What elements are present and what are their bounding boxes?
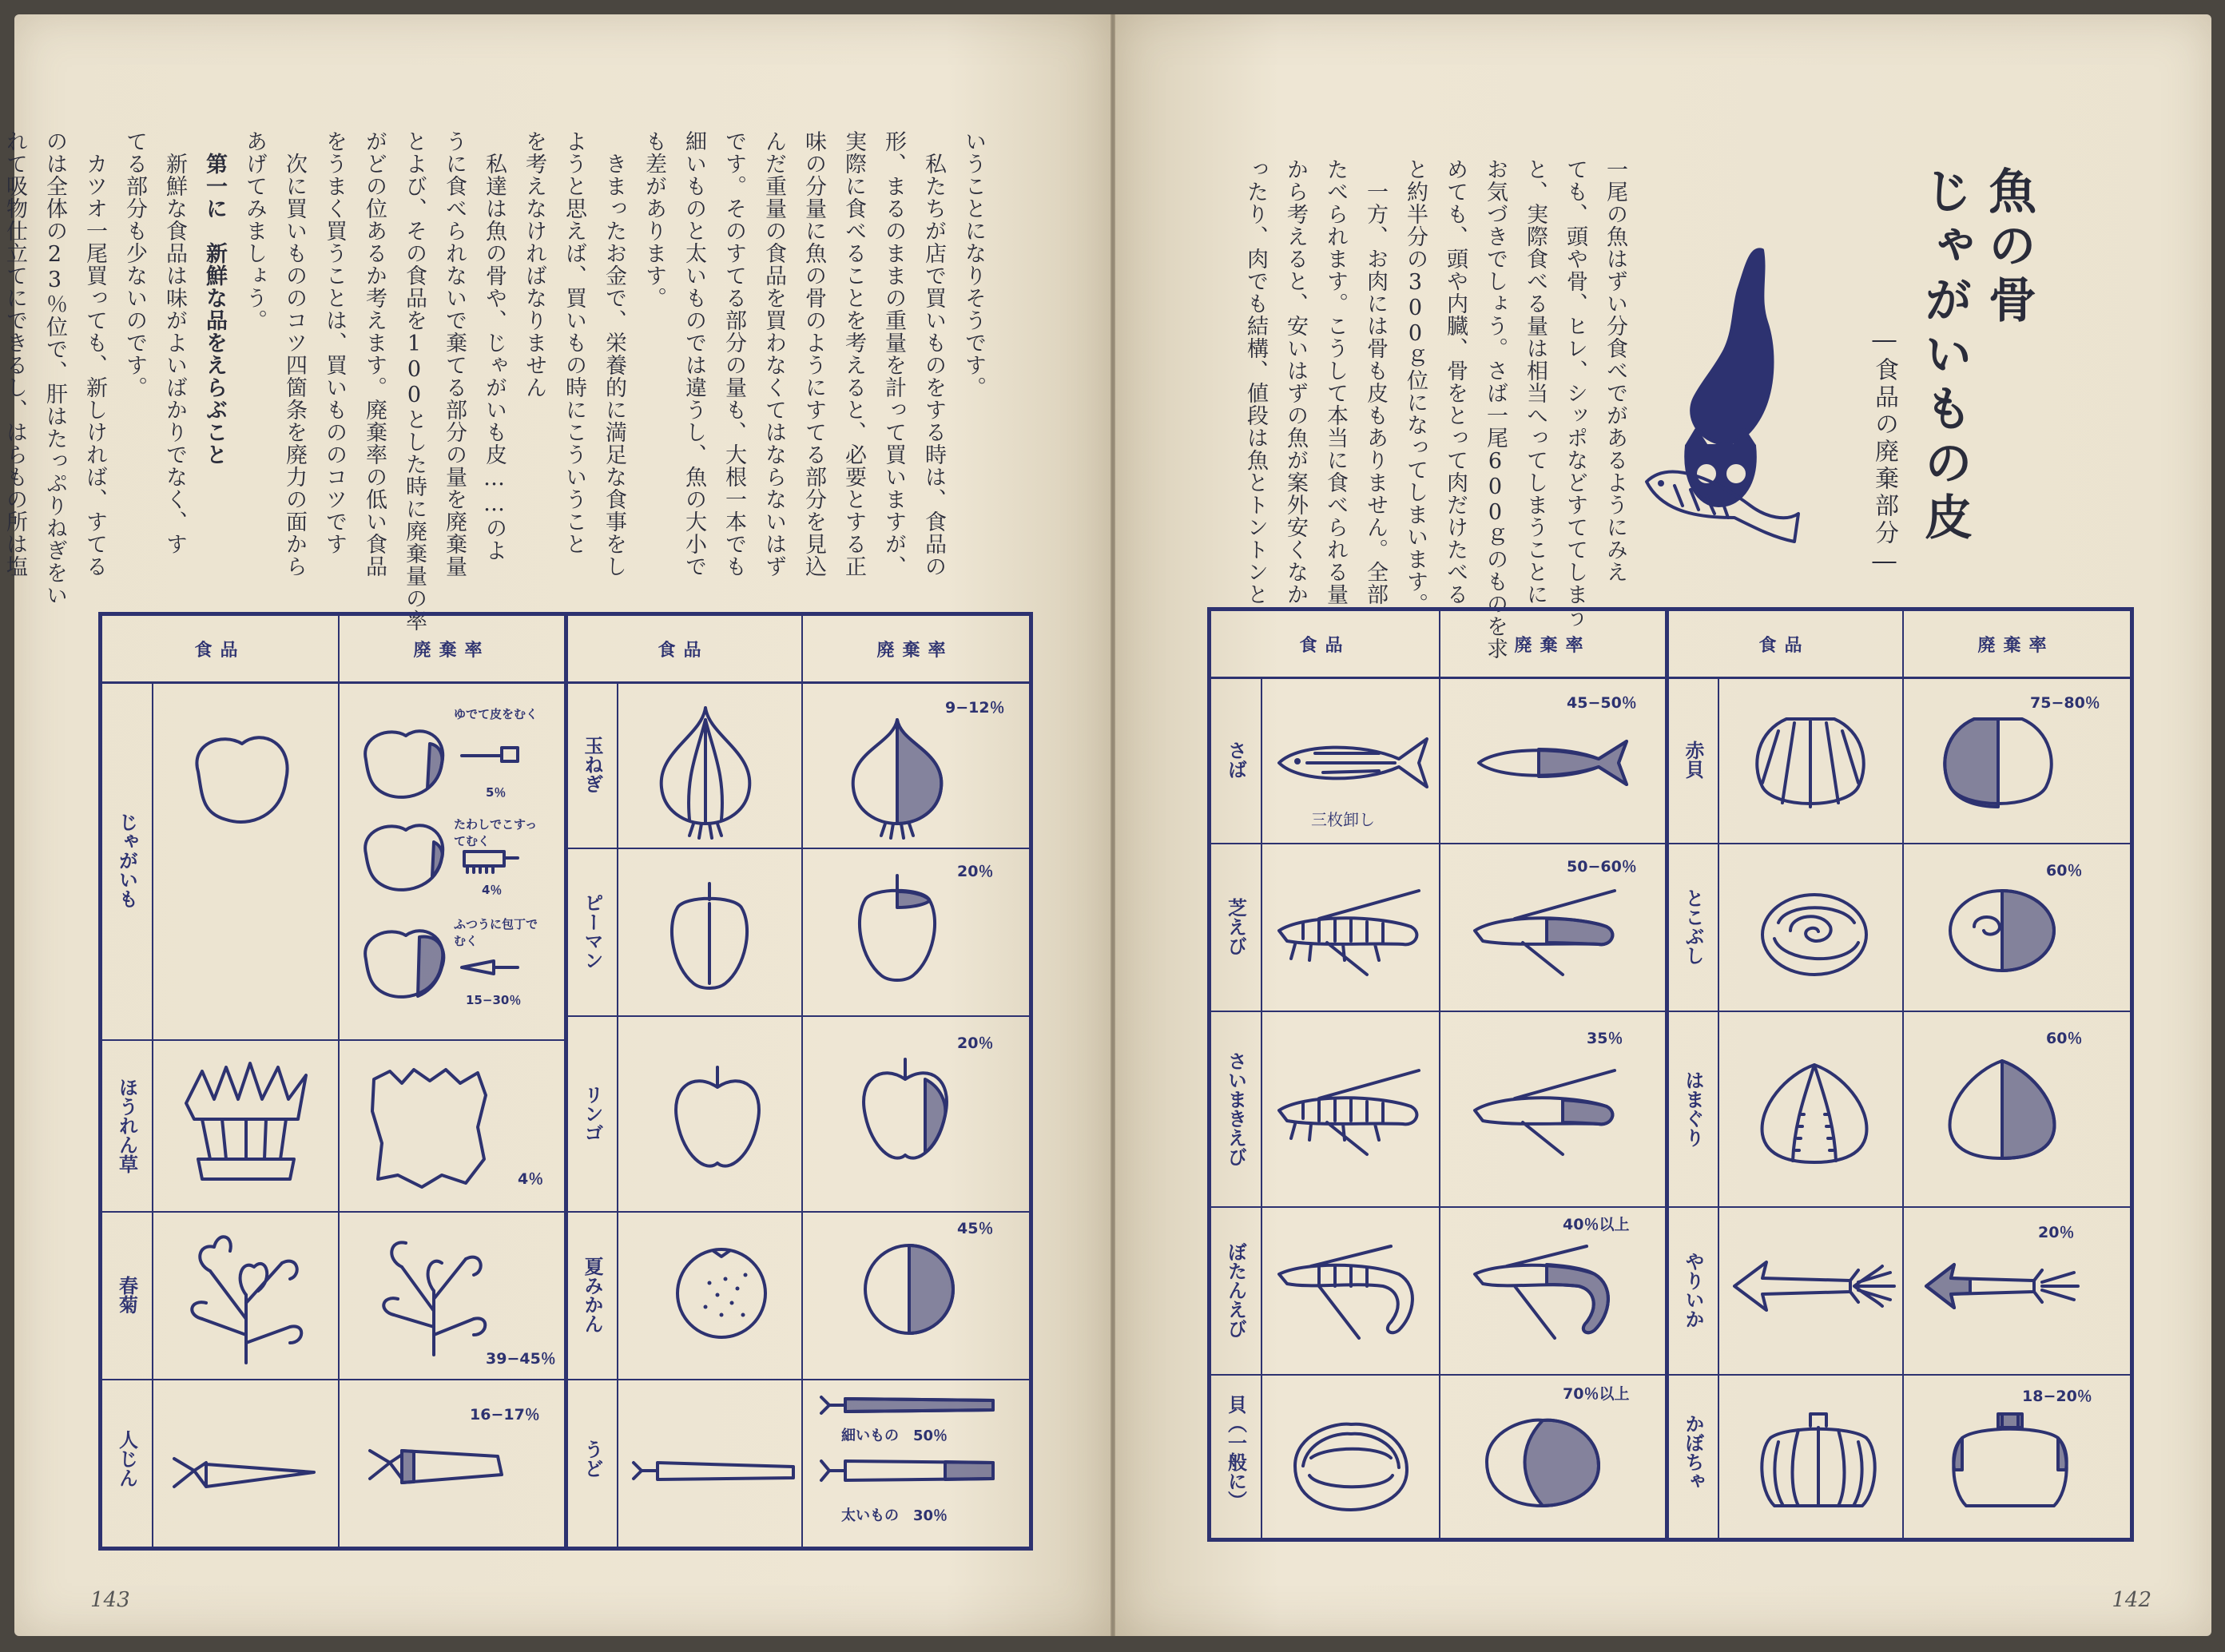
mackerel-icon xyxy=(1275,731,1435,795)
udo-icon xyxy=(817,1391,1001,1420)
squid-icon xyxy=(1922,1250,2082,1322)
text-column: のは全体の23％位で、肝はたっぷりねぎをい xyxy=(42,130,67,606)
table-header: 食品 xyxy=(1667,611,1902,679)
text-column: んだ重量の食品を買わなくてはならないはず xyxy=(761,130,786,578)
right-page xyxy=(1115,14,2211,1636)
waste-rate: 35％ xyxy=(1587,1030,1623,1047)
cooking-note: ゆでて皮をむく xyxy=(454,707,538,721)
waste-rate: 5％ xyxy=(486,785,507,800)
food-name: じゃがいも xyxy=(115,812,138,908)
left-page xyxy=(2,14,1111,1636)
article-title: 魚の骨 xyxy=(1981,166,2036,329)
food-name: さいまきえび xyxy=(1224,1050,1247,1166)
potato-icon xyxy=(354,720,458,808)
pepper-icon xyxy=(662,880,757,991)
hard-clam-icon xyxy=(1754,1058,1874,1170)
text-column: 形、まるのままの重量を計って買いますが、 xyxy=(881,130,906,578)
orange-icon xyxy=(857,1235,961,1339)
text-column: 一尾の魚はずい分食べでがあるようにみえ xyxy=(1603,158,1627,583)
table-header: 廃棄率 xyxy=(338,616,566,684)
waste-rate: 20％ xyxy=(957,863,994,880)
text-column: 一方、お肉には骨も皮もありません。全部 xyxy=(1363,158,1388,606)
apple-icon xyxy=(669,1063,765,1175)
udo-icon xyxy=(630,1451,801,1491)
clam-icon xyxy=(1479,1414,1607,1510)
text-column-heading: 第一に 新鮮な品をえらぶこと xyxy=(202,130,227,466)
waste-rate: 9−12％ xyxy=(945,699,1005,717)
potato-icon xyxy=(182,724,302,836)
knife-icon xyxy=(458,951,522,983)
ark-clam-icon xyxy=(1750,707,1870,819)
text-column: 新鮮な食品は味がよいばかりでなく、す xyxy=(162,130,187,555)
text-column: いうことになりそうです。 xyxy=(961,130,986,399)
page-number: 143 xyxy=(90,1588,130,1612)
text-column: 味の分量に魚の骨のようにすてる部分を見込 xyxy=(801,130,826,578)
peeler-icon xyxy=(458,736,522,768)
text-column: と、実際食べる量は相当へってしまうことに xyxy=(1523,158,1548,606)
food-name: 春菊 xyxy=(115,1276,138,1314)
text-column: ても、頭や骨、ヒレ、シッポなどすててしまう xyxy=(1563,158,1587,628)
waste-rate: 太いもの 30％ xyxy=(841,1507,948,1524)
food-name: かぼちゃ xyxy=(1682,1413,1704,1491)
chrysanthemum-icon xyxy=(374,1223,494,1359)
mackerel-icon xyxy=(1475,735,1635,791)
waste-rate: 70％以上 xyxy=(1563,1385,1630,1403)
apple-icon xyxy=(857,1055,953,1167)
ark-clam-icon xyxy=(1938,707,2058,819)
table-header: 食品 xyxy=(102,616,338,684)
food-name: 夏みかん xyxy=(581,1257,603,1333)
text-column: うに食べられないで棄てる部分の量を廃棄量 xyxy=(442,130,467,578)
table-header: 廃棄率 xyxy=(1902,611,2130,679)
food-name: さば xyxy=(1224,741,1247,779)
shrimp-icon xyxy=(1467,887,1627,983)
text-column: れて吸物仕立てにできるし、はらもの所は塩 xyxy=(2,130,27,578)
food-name: やりいか xyxy=(1682,1252,1704,1328)
text-column: 私達は魚の骨や、じゃがいも皮……のよ xyxy=(482,130,507,562)
onion-icon xyxy=(841,704,953,840)
text-column: から考えると、安いはずの魚が案外安くなか xyxy=(1283,158,1308,606)
food-name: リンゴ xyxy=(581,1084,603,1142)
potato-icon xyxy=(354,814,458,898)
squid-icon xyxy=(1730,1250,1898,1322)
text-column: がどの位あるか考えます。廃棄率の低い食品 xyxy=(362,130,387,578)
left-body-text xyxy=(2,130,993,632)
udo-icon xyxy=(817,1455,1001,1487)
food-name: 玉ねぎ xyxy=(581,736,603,793)
text-column: カツオ一尾買っても、新しければ、すてる xyxy=(82,130,107,578)
onion-icon xyxy=(650,704,761,840)
food-name: ぼたんえび xyxy=(1224,1242,1247,1338)
waste-rate: 4％ xyxy=(518,1170,544,1188)
waste-rate: 39−45％ xyxy=(486,1350,556,1368)
text-column: です。そのすてる部分の量も、大根一本でも xyxy=(721,130,746,578)
food-name: 貝（一般に） xyxy=(1224,1394,1247,1510)
waste-rate: 45−50％ xyxy=(1567,694,1637,712)
table-header: 廃棄率 xyxy=(801,616,1029,684)
text-column: 次に買いもののコツ四箇条を廃力の面から xyxy=(282,130,307,578)
text-column: お気づきでしょう。さば一尾600ｇのものを求 xyxy=(1483,158,1508,660)
table-header: 食品 xyxy=(566,616,801,684)
waste-rate-table-left xyxy=(98,612,1033,1551)
waste-rate: 60％ xyxy=(2046,1030,2083,1047)
food-name: 赤貝 xyxy=(1682,741,1704,779)
carrot-icon xyxy=(366,1439,510,1495)
spinach-icon xyxy=(178,1055,314,1191)
food-name: うど xyxy=(581,1440,603,1478)
food-name: とこぶし xyxy=(1682,888,1704,965)
text-column: 私たちが店で買いものをする時は、食品の xyxy=(921,130,946,578)
waste-rate: 45％ xyxy=(957,1220,994,1237)
waste-rate: 細いもの 50％ xyxy=(841,1428,948,1444)
spinach-leaves-icon xyxy=(366,1063,494,1191)
text-column: てる部分も少ないのです。 xyxy=(122,130,147,399)
text-column: きまったお金で、栄養的に満足な食事をし xyxy=(602,130,626,578)
abalone-icon xyxy=(1754,887,1874,983)
abalone-icon xyxy=(1942,883,2062,979)
clam-icon xyxy=(1287,1418,1415,1514)
text-column: たべられます。こうして本当に食べられる量 xyxy=(1323,158,1348,606)
cooking-note: 三枚卸し xyxy=(1311,810,1375,829)
cooking-note: ふつうに包丁でむく xyxy=(454,917,538,948)
article-subtitle: ―食品の廃棄部分― xyxy=(1870,326,1898,578)
shrimp-icon xyxy=(1271,1066,1431,1162)
food-name: 人じん xyxy=(115,1430,138,1487)
waste-rate: 16−17％ xyxy=(470,1406,540,1424)
hard-clam-icon xyxy=(1942,1054,2062,1166)
text-column: をうまく買うことは、買いもののコツです xyxy=(322,130,347,555)
text-column: も差があります。 xyxy=(642,130,666,309)
text-column: 実際に食べることを考えると、必要とする正 xyxy=(841,130,866,578)
waste-rate: 40％以上 xyxy=(1563,1216,1630,1233)
text-column: ったり、肉でも結構、値段は魚とトントンと xyxy=(1243,158,1268,606)
food-name: ほうれん草 xyxy=(115,1077,138,1173)
page-number: 142 xyxy=(2112,1588,2151,1612)
text-column: あげてみましょう。 xyxy=(242,130,267,332)
article-title: じゃがいもの皮 xyxy=(1917,166,1973,546)
waste-rate: 20％ xyxy=(957,1034,994,1052)
waste-rate: 18−20％ xyxy=(2022,1388,2092,1405)
food-name: 芝えび xyxy=(1224,898,1247,955)
shrimp-icon xyxy=(1467,1242,1627,1346)
pepper-icon xyxy=(849,872,945,983)
shrimp-icon xyxy=(1271,1242,1431,1346)
text-column: ようと思えば、買いもの時にこういうこと xyxy=(562,130,586,555)
waste-rate: 4％ xyxy=(482,883,503,897)
waste-rate: 75−80％ xyxy=(2030,694,2100,712)
text-column: 細いものと太いものでは違うし、魚の大小で xyxy=(681,130,706,578)
table-header: 食品 xyxy=(1211,611,1439,679)
waste-rate: 15−30％ xyxy=(466,993,522,1007)
cooking-note: たわしでこすってむく xyxy=(454,817,538,848)
shrimp-icon xyxy=(1467,1066,1627,1162)
text-column: めても、頭や内臓、骨をとって肉だけたべる xyxy=(1443,158,1468,606)
text-column: を考えなければなりません xyxy=(522,130,546,399)
waste-rate-table-right xyxy=(1207,607,2134,1542)
waste-rate: 20％ xyxy=(2038,1224,2075,1241)
orange-icon xyxy=(669,1239,773,1343)
pumpkin-icon xyxy=(1946,1410,2074,1514)
text-column: と約半分の300ｇ位になってしまいます。 xyxy=(1403,158,1428,615)
chrysanthemum-icon xyxy=(178,1223,314,1367)
waste-rate: 60％ xyxy=(2046,862,2083,880)
pumpkin-icon xyxy=(1754,1410,1882,1514)
waste-rate: 50−60％ xyxy=(1567,858,1637,876)
text-column: とよび、その食品を100とした時に廃棄量の率 xyxy=(402,130,427,632)
cat-with-fish-icon xyxy=(1639,242,1806,570)
table-header: 廃棄率 xyxy=(1439,611,1667,679)
food-name: ピーマン xyxy=(581,893,603,970)
carrot-icon xyxy=(170,1447,322,1503)
shrimp-icon xyxy=(1271,887,1431,983)
potato-icon xyxy=(354,919,458,1007)
food-name: はまぐり xyxy=(1682,1070,1704,1147)
